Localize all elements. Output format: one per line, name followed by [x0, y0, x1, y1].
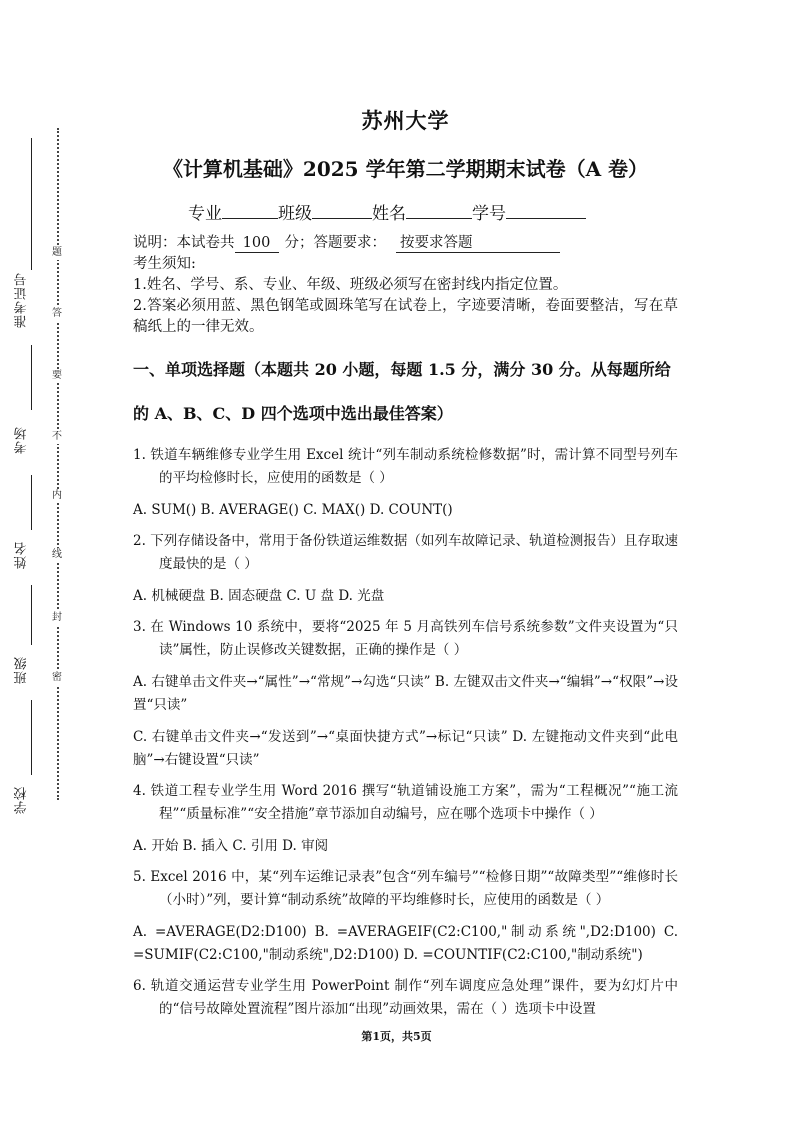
field-label-major: 专业	[188, 204, 222, 224]
blank-line	[31, 345, 32, 410]
class-blank[interactable]	[312, 202, 372, 219]
question-options	[133, 921, 678, 967]
exam-paper	[133, 100, 678, 1021]
option-a: A. SUM()	[133, 502, 201, 518]
school-name: 苏州大学	[361, 108, 450, 133]
seal-line	[57, 128, 59, 800]
option-d: D. 审阅	[282, 838, 329, 854]
field-label-name: 姓名	[372, 204, 406, 224]
page-footer: 第1页，共5页	[361, 1030, 432, 1043]
field-label-student-id: 学号	[472, 204, 506, 224]
answer-requirement: 按要求答题	[396, 234, 560, 253]
margin-label-school: 学校	[14, 786, 30, 814]
option-d: D. 光盘	[338, 588, 385, 604]
blank-line	[31, 475, 32, 530]
question-stem: 6. 轨道交通运营专业学生用 PowerPoint 制作“列车调度应急处理”课件，要为幻灯片中的“信号故障处置流程”图片添加“出现”动画效果，需在（ ）选项卡中设置	[133, 978, 678, 1017]
blank-line	[31, 700, 32, 775]
exam-note	[133, 233, 678, 254]
seal-char: 密	[52, 672, 62, 683]
seal-char: 内	[52, 490, 62, 501]
note-prefix: 说明：本试卷共	[133, 235, 235, 251]
note-mid: 分；答题要求：	[284, 235, 386, 251]
student-id-blank[interactable]	[506, 202, 586, 219]
exam-title: 《计算机基础》2025 学年第二学期期末试卷（A 卷）	[162, 157, 649, 181]
option-a: A. 右键单击文件夹→“属性”→“常规”→勾选“只读”	[133, 674, 435, 690]
notice-item: 2.答案必须用蓝、黑色钢笔或圆珠笔写在试卷上，字迹要清晰，卷面要整洁，写在草稿纸上的一律无效。	[133, 298, 678, 335]
margin-label-name: 姓名	[14, 541, 30, 569]
student-info-fields	[133, 199, 678, 224]
question-options	[133, 835, 678, 858]
option-d: D. COUNT()	[369, 502, 453, 518]
option-c: C. U 盘	[286, 588, 339, 604]
option-b: B. 左键双击文件夹→“编辑”→“权限”→设置“只读”	[133, 674, 679, 713]
seal-char: 要	[52, 370, 62, 381]
option-a: A. =AVERAGE(D2:D100)	[133, 924, 315, 940]
option-a: A. 开始	[133, 838, 183, 854]
margin-label-class: 班级	[14, 656, 30, 684]
option-c: C. 右键单击文件夹→“发送到”→“桌面快捷方式”→标记“只读”	[133, 729, 513, 745]
question-stem: 3. 在 Windows 10 系统中，要将“2025 年 5 月高铁列车信号系统参数”文件夹设置为“只读”属性，防止误修改关键数据，正确的操作是（ ）	[133, 619, 678, 658]
blank-line	[31, 585, 32, 645]
margin-label-exam-id: 准考证号	[14, 272, 30, 328]
option-b: B. =AVERAGEIF(C2:C100,"制动系统",D2:D100)	[314, 924, 664, 940]
option-d: D. =COUNTIF(C2:C100,"制动系统")	[403, 947, 643, 963]
field-label-class: 班级	[278, 204, 312, 224]
option-c: C. =SUMIF(C2:C100,"制动系统",D2:D100)	[133, 924, 678, 963]
seal-char: 题	[52, 247, 62, 258]
question-options	[133, 726, 678, 772]
notice-title: 考生须知:	[133, 256, 196, 272]
question-stem: 5. Excel 2016 中，某“列车运维记录表”包含“列车编号”“检修日期”“故障类型”“维修时长（小时）”列，要计算“制动系统”故障的平均维修时长，应使用的函数是（ ）	[133, 869, 678, 908]
seal-char: 不	[52, 431, 62, 442]
question-options	[133, 671, 678, 717]
seal-char: 封	[52, 612, 62, 623]
option-b: B. AVERAGE()	[200, 502, 304, 518]
seal-char: 线	[52, 549, 62, 560]
option-d: D. 左键拖动文件夹到“此电脑”→右键设置“只读”	[133, 729, 678, 768]
name-blank[interactable]	[406, 202, 472, 219]
option-b: B. 插入	[182, 838, 233, 854]
seal-char: 答	[52, 308, 62, 319]
section-heading: 一、单项选择题（本题共 20 小题，每题 1.5 分，满分 30 分。从每题所给的 A、B、C、D 四个选项中选出最佳答案）	[133, 360, 671, 423]
question-stem: 4. 铁道工程专业学生用 Word 2016 撰写“轨道铺设施工方案”，需为“工程概况”“施工流程”“质量标准”“安全措施”章节添加自动编号，应在哪个选项卡中操作（ ）	[133, 783, 678, 822]
option-b: B. 固态硬盘	[209, 588, 287, 604]
total-score: 100	[235, 234, 279, 253]
question-stem: 2. 下列存储设备中，常用于备份铁道运维数据（如列车故障记录、轨道检测报告）且存取速度最快的是（ ）	[133, 533, 678, 572]
option-c: C. MAX()	[303, 502, 370, 518]
margin-label-exam-room: 考场	[14, 426, 30, 454]
question-stem: 1. 铁道车辆维修专业学生用 Excel 统计“列车制动系统检修数据”时，需计算不同型号列车的平均检修时长，应使用的函数是（ ）	[133, 447, 678, 486]
option-a: A. 机械硬盘	[133, 588, 210, 604]
blank-line	[31, 138, 32, 270]
question-options	[133, 585, 678, 608]
question-options	[133, 499, 678, 522]
notice-item: 1.姓名、学号、系、专业、年级、班级必须写在密封线内指定位置。	[133, 277, 568, 293]
option-c: C. 引用	[232, 838, 283, 854]
binding-margin	[0, 0, 110, 1122]
major-blank[interactable]	[222, 202, 278, 219]
